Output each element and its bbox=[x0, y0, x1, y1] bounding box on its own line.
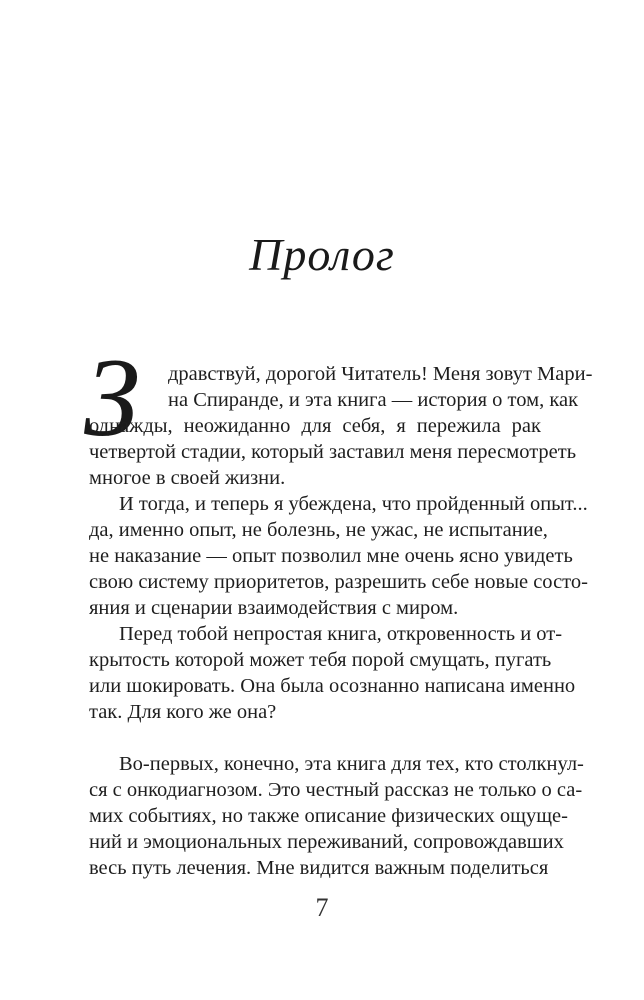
page-number: 7 bbox=[315, 893, 329, 922]
text-line: на Спиранде, и эта книга — история о том, как bbox=[168, 389, 579, 411]
text-line: мих событиях, но также описание физических ощуще- bbox=[89, 805, 568, 827]
drop-cap: З bbox=[84, 336, 140, 460]
text-line: дравствуй, дорогой Читатель! Меня зовут Мари- bbox=[168, 363, 593, 385]
text-line: яния и сценарии взаимодействия с миром. bbox=[89, 597, 459, 619]
text-line: четвертой стадии, который заставил меня пересмотреть bbox=[89, 441, 577, 463]
text-line: или шокировать. Она была осознанно написана именно bbox=[89, 675, 576, 697]
text-line: Перед тобой непростая книга, откровенность и от- bbox=[119, 623, 563, 645]
text-line: не наказание — опыт позволил мне очень ясно увидеть bbox=[89, 545, 573, 567]
text-line: крытость которой может тебя порой смущать, пугать bbox=[89, 649, 552, 671]
text-line: ся с онкодиагнозом. Это честный рассказ не только о са- bbox=[89, 779, 583, 801]
text-line: ний и эмоциональных переживаний, сопровождавших bbox=[89, 831, 564, 853]
text-line: однажды, неожиданно для себя, я пережила рак bbox=[89, 415, 541, 437]
text-line: да, именно опыт, не болезнь, не ужас, не испытание, bbox=[89, 519, 548, 541]
text-line: свою систему приоритетов, разрешить себе новые состо- bbox=[89, 571, 588, 593]
text-line: многое в своей жизни. bbox=[89, 467, 286, 489]
chapter-title: Пролог bbox=[249, 229, 395, 280]
text-line: весь путь лечения. Мне видится важным поделиться bbox=[89, 857, 549, 879]
text-line: так. Для кого же она? bbox=[89, 701, 277, 723]
text-line: Во-первых, конечно, эта книга для тех, кто столкнул- bbox=[119, 753, 584, 775]
text-line: И тогда, и теперь я убеждена, что пройденный опыт... bbox=[119, 493, 588, 515]
